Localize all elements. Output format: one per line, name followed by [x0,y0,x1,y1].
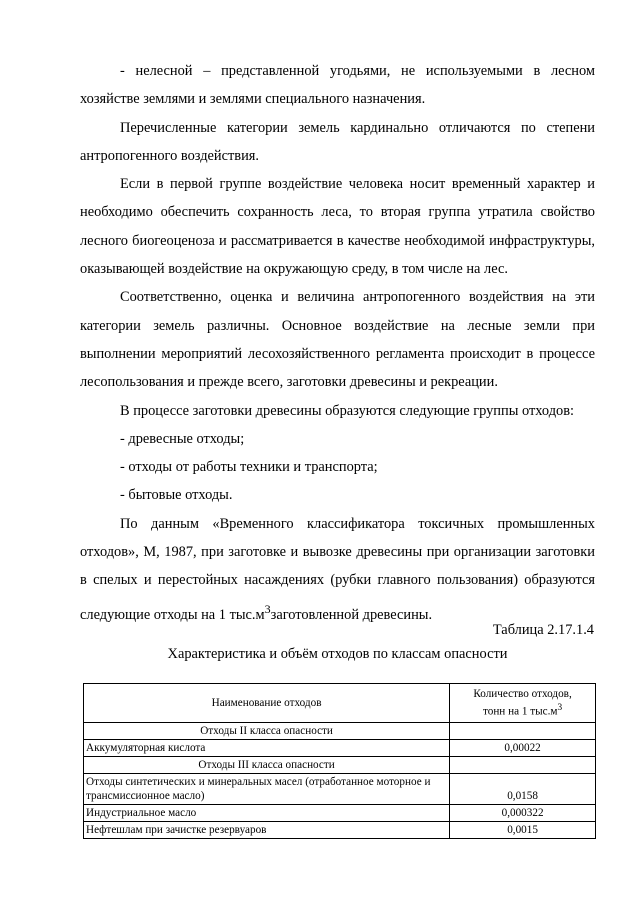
waste-name: Отходы синтетических и минеральных масел (отработанное моторное и трансмиссионное масло) [84,774,450,805]
waste-quantity: 0,00022 [450,740,596,757]
table-header-row [84,684,596,723]
table-row [84,740,596,757]
table-title: Характеристика и объём отходов по классам опасности [167,646,508,662]
superscript: 3 [264,601,271,616]
table-row [84,822,596,839]
table-number: Таблица 2.17.1.4 [492,622,594,638]
table-body [84,723,596,839]
paragraph: - нелесной – представленной угодьями, не используемыми в лесном хозяйстве землями и землями специального назначения. [80,63,595,108]
table-row [84,805,596,822]
paragraph: Если в первой группе воздействие человека носит временный характер и необходимо обеспечить сохранность леса, то вторая группа утратила свойство лесного биогеоценоза и рассматривается в качестве необходимой инфраструктуры, оказывающей воздействие на окружающую среду, в том числе на лес. [80,176,595,278]
waste-quantity: 0,0015 [450,822,596,839]
class-row [84,757,596,774]
header-name: Наименование отходов [84,684,450,723]
waste-quantity: 0,0158 [450,774,596,805]
body-text [80,57,595,629]
waste-name: Нефтешлам при зачистке резервуаров [84,822,450,839]
class-row [84,723,596,740]
hazard-class-label: Отходы III класса опасности [84,757,450,774]
paragraph: Перечисленные категории земель кардинально отличаются по степени антропогенного воздействия. [80,119,595,164]
empty-cell [450,723,596,740]
paragraph: Соответственно, оценка и величина антропогенного воздействия на эти категории земель различны. Основное воздействие на лесные земли при выполнении мероприятий лесохозяйственного регламента происходит в процессе лесопользования и прежде всего, заготовки древесины и рекреации. [80,289,595,391]
waste-table [83,683,596,839]
paragraph: По данным «Временного классификатора токсичных промышленных отходов», М, 1987, при заготовке и вывозке древесины при организации заготовки в спелых и перестойных насаждениях (рубки главного пользования) образуются следующие отходы на 1 $тыс.м^3заготовленной$ древесины. [80,515,595,623]
list-item: - отходы от работы техники и транспорта; [120,459,378,476]
list-item: - древесные отходы; [120,430,245,447]
waste-name: Аккумуляторная кислота [84,740,450,757]
hazard-class-label: Отходы II класса опасности [84,723,450,740]
list-item: - бытовые отходы. [120,487,233,504]
waste-quantity: 0,000322 [450,805,596,822]
paragraph: В процессе заготовки древесины образуются следующие группы отходов: [120,402,574,419]
header-qty: Количество отходов, тонн на 1 $тыс.м^3$ [450,684,596,723]
empty-cell [450,757,596,774]
waste-name: Индустриальное масло [84,805,450,822]
table-row [84,774,596,805]
